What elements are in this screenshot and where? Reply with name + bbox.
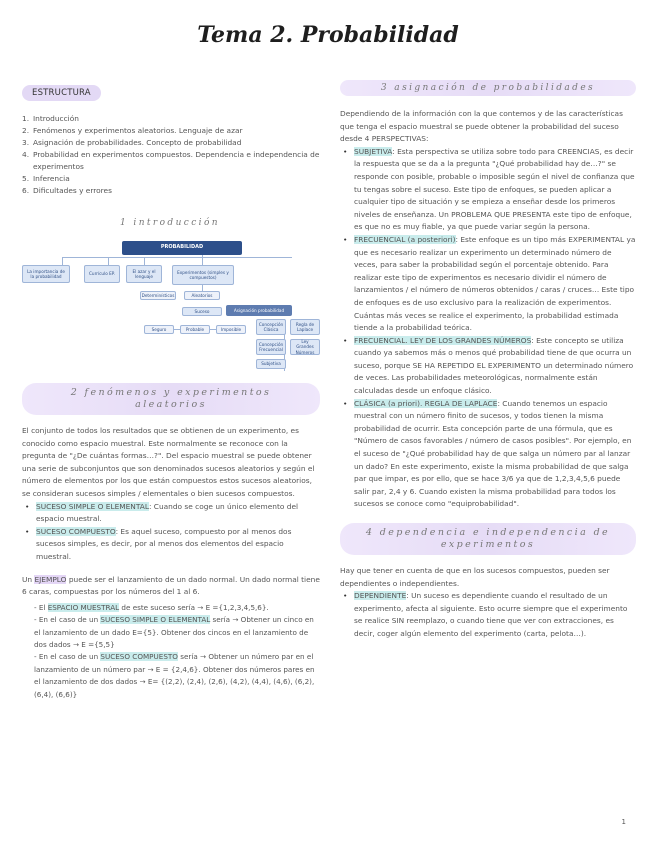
diagram-node: Currículo EP. — [84, 265, 120, 283]
section-heading-asignacion: 3 asignación de probabilidades — [340, 80, 636, 96]
left-column — [22, 80, 320, 701]
diagram-node: Asignación probabilidad — [226, 305, 292, 316]
diagram-node: El azar y el lenguaje — [126, 265, 162, 283]
toc-item: 1. Introducción — [22, 114, 79, 123]
diagram-node: Subjetiva — [256, 359, 286, 369]
diagram-node: Seguro — [144, 325, 174, 334]
page-title: Tema 2. Probabilidad — [197, 22, 459, 48]
right-column — [340, 80, 636, 641]
diagram-node: Experimentos (simples y compuestos) — [172, 265, 234, 285]
diagram-node: Ley Grandes Números — [290, 339, 320, 355]
diagram-node: Probable — [180, 325, 210, 334]
table-of-contents — [22, 113, 320, 197]
diagram-node: Concepción Clásica — [256, 319, 286, 335]
list-item: • CLÁSICA (a priori). REGLA DE LAPLACE: Cuando tenemos un espacio muestral con un número finito de sucesos, y todos tienen la misma probabilidad de ocurrir. Esta concepción parte de una fórmula, que es "Número de casos favorables / número de casos posibles". Por ejemplo, en el suceso de "¿Qué probabilidad hay de que salga un número par al lanzar un dado? En este experimento, existe la misma probabilidad de que salga par que impar, es por ello, que se hace 3/6 ya que de 1,2,3,4,5,6 puede salir par, 2,4 y 6. Cuando existen la misma probabilidad para todos los sucesos se conoce como "equiprobabilidad". — [340, 398, 636, 511]
diagram-root: PROBABILIDAD — [122, 241, 242, 255]
example-item: - En el caso de un SUCESO SIMPLE O ELEMENTAL sería → Obtener un cinco en el lanzamiento de un dado E={5}. Obtener dos cincos en el lanzamiento de dos dados → E ={5,5} — [34, 615, 314, 649]
asignacion-bullet-list — [340, 146, 636, 511]
fenomenos-bullet-list — [22, 501, 320, 564]
toc-item: 3. Asignación de probabilidades. Concepto de probabilidad — [22, 138, 242, 147]
toc-item: 6. Dificultades y errores — [22, 186, 112, 195]
page-number: 1 — [621, 818, 626, 826]
toc-item: 4. Probabilidad en experimentos compuestos. Dependencia e independencia de experimentos — [22, 150, 320, 171]
dependencia-intro: Hay que tener en cuenta de que en los sucesos compuestos, pueden ser dependientes o independientes. — [340, 566, 610, 588]
list-item: • FRECUENCIAL (a posteriori): Este enfoque es un tipo más EXPERIMENTAL ya que es necesario realizar un experimento un determinado número de veces, para saber la probabilidad según el porcentaje obtenido. Para realizar este tipo de experimentos es necesario dividir el número de lanzamientos / el número de números obtenidos / caras / cruces… Este tipo de enfoques es de uso exclusivo para la realización de experimentos. Cuántas más veces se realice el experimento, la probabilidad estimada tiende a la probabilidad teórica. — [340, 234, 636, 335]
section-heading-fenomenos: 2 fenómenos y experimentos aleatorios — [22, 383, 320, 415]
toc-item: 2. Fenómenos y experimentos aleatorios. Lenguaje de azar — [22, 126, 243, 135]
fenomenos-paragraph: El conjunto de todos los resultados que se obtienen de un experimento, es conocido como espacio muestral. Este normalmente se reconoce con la pregunta de "¿De cuántas formas…?". Del espacio muestral se puede obtener una serie de subconjuntos que son denominados sucesos aleatorios y según el número de elementos por los que están compuestos estos sucesos aleatorios, se consideran sucesos simples / elementales o bien sucesos compuestos. — [22, 426, 315, 498]
list-item: • SUCESO SIMPLE O ELEMENTAL: Cuando se coge un único elemento del espacio muestral. — [22, 501, 320, 526]
list-item: • FRECUENCIAL. LEY DE LOS GRANDES NÚMEROS: Este concepto se utiliza cuando ya sabemos más o menos qué probabilidad tiene de que ocurra un suceso, porque SE HA REPETIDO EL EXPERIMENTO un determinado número de veces. Las probabilidades meteorológicas, normalmente están calculadas desde un enfoque clásico. — [340, 335, 636, 398]
concept-map — [22, 241, 320, 371]
example-paragraph: Un EJEMPLO puede ser el lanzamiento de un dado normal. Un dado normal tiene 6 caras, compuestas por los números del 1 al 6. — [22, 574, 320, 597]
section-heading-introduccion: 1 introducción — [120, 218, 220, 228]
example-item: - En el caso de un SUCESO COMPUESTO sería → Obtener un número par en el lanzamiento de un número par → E = {2,4,6}. Obtener dos números pares en el lanzamiento de dos dados → E= {(2,2), (2,4), (2,6), (4,2), (4,4), (4,6), (6,2), (6,4), (6,6)} — [34, 652, 315, 699]
example-item: - El ESPACIO MUESTRAL de este suceso sería → E ={1,2,3,4,5,6}. — [34, 602, 269, 612]
dependencia-bullet-list — [340, 590, 636, 640]
diagram-node: Imposible — [216, 325, 246, 334]
asignacion-intro: Dependiendo de la información con la que contemos y de las características que tenga el espacio muestral se puede obtener la probabilidad del suceso desde 4 PERSPECTIVAS: — [340, 109, 623, 144]
diagram-node: Regla de Laplace — [290, 319, 320, 335]
diagram-node: Determinísticos — [140, 291, 176, 300]
diagram-node: La importancia de la probabilidad — [22, 265, 70, 283]
diagram-node: Concepción Frecuencial — [256, 339, 286, 355]
estructura-label: ESTRUCTURA — [22, 85, 101, 101]
toc-item: 5. Inferencia — [22, 174, 70, 183]
list-item: • DEPENDIENTE: Un suceso es dependiente cuando el resultado de un experimento, afecta al siguiente. Esto ocurre siempre que el experimento se realice SIN reemplazo, o cuando tiene que ver con extracciones, es decir, coger algún elemento del experimento (carta, pelota…). — [340, 590, 636, 640]
list-item: • SUBJETIVA: Esta perspectiva se utiliza sobre todo para CREENCIAS, es decir la respuesta que se da a la pregunta "¿Qué probabilidad hay de…?" se responde con posible, probable o imposible según el nivel de confianza que tu tengas sobre el suceso. Este tipo de enfoques, se pueden aplicar a cualquier tipo de situación y se empieza a enseñar desde los primeros niveles de enseñanza. Un PROBLEMA QUE PRESENTA este tipo de enfoque, es que no es muy fiable, ya que puede variar según la persona. — [340, 146, 636, 234]
diagram-node: Aleatorios — [184, 291, 220, 300]
section-heading-dependencia: 4 dependencia e independencia de experimentos — [340, 523, 636, 555]
diagram-node: Suceso — [182, 307, 222, 316]
list-item: • SUCESO COMPUESTO: Es aquel suceso, compuesto por al menos dos sucesos simples, es decir, por al menos dos elementos del espacio muestral. — [22, 526, 320, 564]
